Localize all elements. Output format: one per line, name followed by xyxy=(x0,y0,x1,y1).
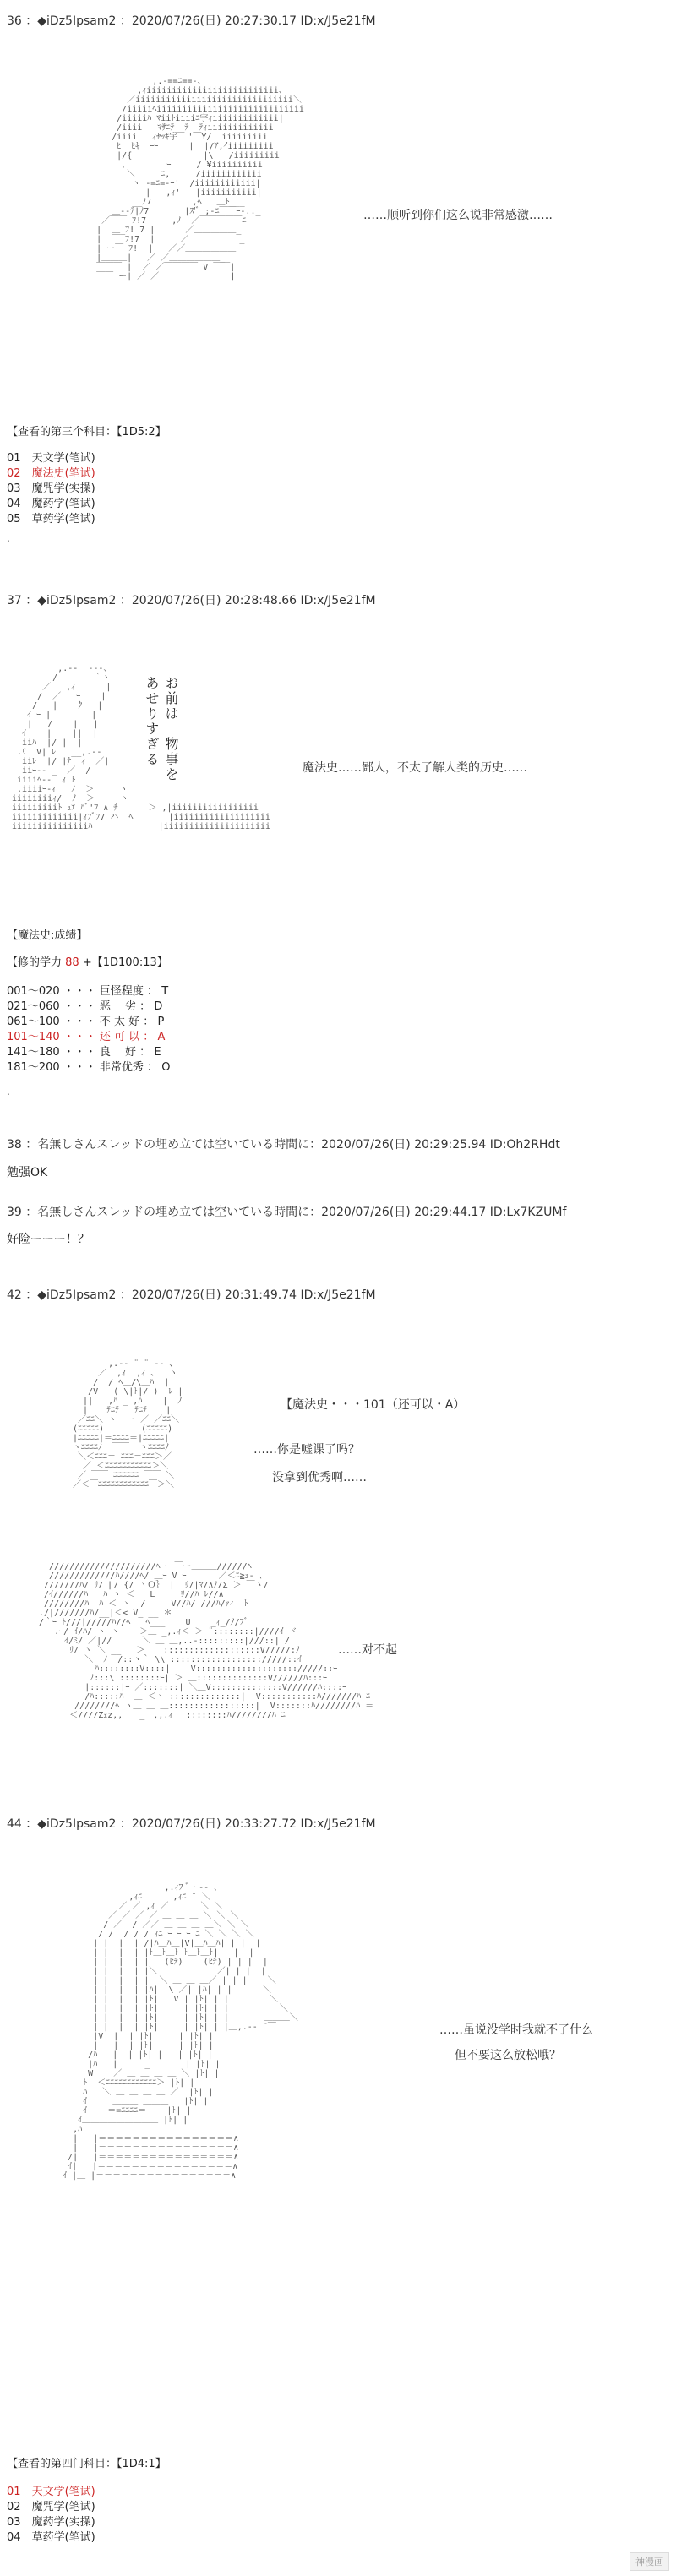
ascii-art-figure-1: ,.-==ﾆ==-、 ,ｨiiiiiiiiiiiiiiiiiiiiiiiiii、 ／iiiiiiiiiiiiiiiiiiiiiiiiiiiiiii＼ /iiiiiﾍiiiiiiiiiiiiiiiiiiiiiiiiiiiii /iiiiiﾊ ﾏiiﾄiiiiﾆ宇ｨiiiiiiiiiiiii| /iiii ﾏｻﾆﾃ__ﾃ ﾃｨiiiiiiiiiiiii /iiii ｨｾｯｷ宇 '￣Y/ iiiiiiiii ﾋ ﾋｷ ｰｰ | |/ｱ,ｲiiiiiiiii |/{ |\ /iiiiiiiii ､ ｰ / ¥iiiiiiiiii ＼ ﾆ, /iiiiiiiiiiii ヽ -=ﾆ=-ｰ' /iiiiiiiiiiii| ￣| ,ｨ' |iiiiiiiiiii| __ﾉ7 ,ﾍ ＿ﾄ___ ＿-‐ﾃ|ﾉ7 |ｽ'ﾞ ;-ﾆ￣￣ｰ-.._ ／￣￣ ﾌ!7 ,ﾉ ／￣￣￣￣￣ﾆ | ＿_ﾌ! 7 | ／＿＿＿＿＿_ | ￣ ﾌ!7 | ／＿＿＿＿＿＿_ | ー￣ ﾌ! | ／／＿＿＿＿＿＿_ |＿＿＿| ／ ／＿＿＿＿＿＿_ ￣￣￣ | ／ ／￣￣￣￣ V ￣￣| ￣￣ ー| ／ ／ | xyxy=(96,77,304,281)
third-subject-title: 【查看的第三个科目：【1D5:2】 xyxy=(7,426,166,438)
speech-text: ……虽说没学时我就不了什么 xyxy=(439,2023,593,2037)
ascii-art-figure-2: ,.-‐ --‐､ / ｀ヽ ／ ,ｨ | / ／ ｰ | / | ｸ | ｲ ｰ | | | / | | ｲ | _ || | iiﾊ |/ | | .ﾘ V| ﾚ __,.-‐ iiﾚ |/ |ﾅ ｨ ／| iiｰ-‐ _ ／ / iiiiﾍ-‐ ｨ ﾄ .iiiiｰ-ｨ ﾉ ＞ ヽ iiiiiiiiｨ/ ﾉ ＞ ヽ iiiiiiiiiﾄ ｭｴ ﾊﾞ'ﾌ ∧ ﾁ ＞ ,|iiiiiiiiiiiiiiiii iiiiiiiiiiiii|ｨﾌﾞﾌ7 ハ ﾍ |iiiiiiiiiiiiiiiiiii iiiiiiiiiiiiiiiﾊ |iiiiiiiiiiiiiiiiiiiii xyxy=(12,664,271,831)
speech-text: ……你是嘘课了吗？ xyxy=(254,1443,360,1457)
grade-row: 001～020 ・・・ 巨怪程度 ： T xyxy=(7,985,169,998)
post-body-38: 勉强OK xyxy=(7,1166,48,1179)
list-item: 02 魔咒学(笔试) xyxy=(7,2501,95,2513)
list-item: 01 天文学(笔试) xyxy=(7,452,95,465)
speech-text: ……顺听到你们这么说非常感激…… xyxy=(363,209,553,222)
list-item: 05 草药学(笔试) xyxy=(7,513,95,526)
grade-row: 061～100 ・・・ 不 太 好 ： P xyxy=(7,1016,165,1028)
list-item: 03 魔药学(实操) xyxy=(7,2516,95,2529)
grade-row: 101～140 ・・・ 还 可 以 ： A xyxy=(7,1031,166,1043)
vertical-dialogue: お前は 物事を あせりすぎる xyxy=(144,676,179,782)
list-item: 04 魔药学(笔试) xyxy=(7,498,95,510)
post-header-42: 42 ：◆iDz5Ipsam2 ：2020/07/26(日) 20:31:49.74 ID:x/J5e21fM xyxy=(7,1288,376,1302)
speech-text: 魔法史……鄙人，不太了解人类的历史…… xyxy=(303,761,527,775)
ascii-art-figure-3: ,.-‐ ¨ ¨ ‐- 、 ／ ,ｨ ,ｨ 、 ヽ / / ﾍ＿/\＿ﾊ | /V ( \|ﾄ|/ ) ﾚ | || ,ﾊ _ ,ﾊ | ﾉ |＿ ﾃﾆﾃ ﾃﾆﾃ ＿| ／ﾆﾆ＼ ヽ ー ／ ／ﾆﾆ＼ (ﾆﾆﾆﾆﾆ) ￣￣ (ﾆﾆﾆﾆﾆ) |ﾆﾆﾆﾆﾆ|＝ﾆﾆﾆﾆ＝|ﾆﾆﾆﾆﾆ| ヽﾆﾆﾆﾆﾉ ￣￣ ヽﾆﾆﾆﾆﾉ ＼＜ﾆﾆﾆ＝ ﾆﾆﾆ＝ﾆﾆﾆ＞／ ／ ＜ﾆﾆﾆﾆﾆﾆﾆﾆﾆﾆﾆ＞＼ ／ ￣￣ ﾆﾆﾆﾆﾆﾆ ￣￣ ＼ ／＜￣ﾆﾆﾆﾆﾆﾆﾆﾆﾆﾆﾆﾆ￣＞＼ xyxy=(73,1359,183,1490)
grade-row: 021～060 ・・・ 恶 劣 ： D xyxy=(7,1000,163,1013)
list-item: 04 草药学(笔试) xyxy=(7,2531,95,2544)
post-header-39: 39 ：名無しさんスレッドの埋め立ては空いている時間に：2020/07/26(日) 20:29:44.17 ID:Lx7KZUMf xyxy=(7,1206,567,1219)
list-item: 01 天文学(笔试) xyxy=(7,2486,95,2498)
list-item: 02 魔法史(笔试) xyxy=(7,467,95,480)
fourth-subject-title: 【查看的第四门科目：【1D4:1】 xyxy=(7,2458,166,2470)
ascii-art-figure-5: ,.ｨﾌ ﾞ ｰ‐- ､ ,ｨﾆ ,ｨﾆ ¨ ＼ ／ ／ ,ｨ ／ ＿ ＿ ＼ ＼ ／ ／ ／ ／ ＿ ＿ ＿ ＼ ＼ ＼ / ／ / ／／ ＿ ＿ ＿ ＿＼ ＼ ＼ / / / / / ｨﾆ ｰ ｰ ｰ ﾆ ＼ ＼ ＼ ＼ | | | | /|ﾊ＿ﾊ＿|V|＿ﾊ＿ﾊ| | | | | | | | |ﾄ＿ﾄ＿ﾄ ﾄ＿ﾄ＿ﾄ| | | | | | | | | (ﾋﾃ) (ﾋﾃ) | | | | | | | | |＼ ＿ ／| | | | | | | | | ＼ ＿ ＿ ＿／ | | | ＼ | | | | |ﾊ| |\ ／| |ﾊ| | | ＼ | | | | |ﾄ| | V | |ﾄ| | | ＼ | | | | |ﾄ| | | |ﾄ| | | ＼ | | | | |ﾄ| | | |ﾄ| | | ＿＿＿＼ | | | | |ﾄ| | | |ﾄ| | |＿,.-‐ ¨￣ |V | | |ﾄ| | | |ﾄ| | | | | |ﾄ| | | |ﾄ| | /ﾊ | | |ﾄ| | | |ﾄ| | |ﾊ | ＿＿_ ＿ ＿＿| |ﾄ| | W ／ ＿ ＿ ＿ ＿ ＼ |ﾄ| | ﾄ ＜ﾆﾆﾆﾆﾆﾆﾆﾆﾆﾆﾆﾆ＞ |ﾄ| | ﾊ ＼ ＿ ＿ ＿ ＿ ／ |ﾄ| | ｲ ＿＿＿ ＿＿＿ |ﾄ| | ｲ ＝=ﾆﾆﾆﾆ＝ |ﾄ| | ｲ＿＿＿＿＿＿＿＿＿ |ﾄ| | ,ﾊ ＿ ＿ ＿ ＿ ＿ ＿ ＿ ＿ ＿ ＿ | |＝＝＝＝＝＝＝＝＝＝＝＝＝＝＝＝∧ | |＝＝＝＝＝＝＝＝＝＝＝＝＝＝＝＝∧ /| |＝＝＝＝＝＝＝＝＝＝＝＝＝＝＝＝∧ ｲ| |＝＝＝＝＝＝＝＝＝＝＝＝＝＝＝＝∧ ｲ |＿ |＝＝＝＝＝＝＝＝＝＝＝＝＝＝＝＝∧ xyxy=(63,1883,298,2181)
grade-roll: 【修的学力 88 +【1D100:13】 xyxy=(7,956,168,969)
grade-row: 181～200 ・・・ 非常优秀 ： O xyxy=(7,1061,171,1074)
post-header-38: 38 ：名無しさんスレッドの埋め立ては空いている時間に：2020/07/26(日) 20:29:25.94 ID:Oh2RHdt xyxy=(7,1138,560,1152)
speech-text: ……对不起 xyxy=(338,1643,397,1657)
speech-text: 但不要这么放松哦？ xyxy=(455,2049,561,2062)
list-item: 03 魔咒学(实操) xyxy=(7,482,95,495)
separator-dot: . xyxy=(7,532,10,544)
grade-title: 【魔法史:成绩】 xyxy=(7,929,88,942)
result-tag: 【魔法史・・・101（还可以・A） xyxy=(281,1398,466,1412)
ascii-art-figure-4: /////////////////////ﾍ ｰ ￣ー＿＿＿//////ﾍ /////////////ﾊ////ﾍ/ ＿ｰ V ｰ ￣ ￣ ／＜ﾆ≧ｭ- ､ ///////ﾊ/ ﾘ/ ‖/ {/ ヽＯ｝ | ﾘ/|ﾏ/∧ﾉ/Σ ＞ ￣ヽ/ /ｲ//////ﾊ ﾊ ヽ ＜ L ﾘ//ﾊ ﾚ//∧ ////////ﾊ ﾊ ＜ ヽ / V//ﾊ/ ///ﾊ/ｧｨ ﾄ ./|///////ﾊ/__|＜< V_ __ ＊ /｀ｰ ﾄ///|/////ﾊ//ﾍ ﾍ___ U _ｨ_/ﾉ/ﾌﾞ .ｰ/ ｲ/ﾊ/ ヽ ヽ ＞＿ _,.ｨ＜ ＞ ¨::::::::|////ｲ ヾ ｲ/ﾐ/ ／|// ＼ ＿ ＿,..-:::::::::|///::| / ﾘ/ ヽ ＼ __ ＞ ＿:::::::::::::::::::V/////:ﾉ ＼ ﾉ /::ヽ｀ \\ :::::::::::::::::://///::ｲ ﾊ::::::::V::::| V:::::::::::::::::::://///::ｰ ﾉ:::\ ::::::::ｰ| ＞ ＿::::::::::::::V//////ﾊ:::ｰ |::::::|ｰ ／:::::::| ＼＿V::::::::::::::V//////ﾊ::::ｰ /ﾊ:::::ﾊ ＿ ＜ヽ ::::::::::::::| V:::::::::::ﾊ///////ﾊ ﾆ ////////ﾍ ヽ＿ ＿ ＿:::::::::::::::::| V:::::::ﾊ////////ﾊ ＝ ＜////Zｪz,,＿＿_＿,,.ｨ ＿::::::::ﾊ////////ﾊ ﾆ xyxy=(39,1562,374,1720)
post-body-39: 好险ーーー！？ xyxy=(7,1233,90,1246)
separator-dot: . xyxy=(7,1086,10,1097)
post-header-44: 44 ：◆iDz5Ipsam2 ：2020/07/26(日) 20:33:27.72 ID:x/J5e21fM xyxy=(7,1817,376,1831)
speech-text: 没拿到优秀啊…… xyxy=(272,1471,367,1484)
grade-row: 141～180 ・・・ 良 好 ： E xyxy=(7,1046,161,1059)
watermark: 神漫画 xyxy=(630,2552,669,2571)
post-header-36: 36 ：◆iDz5Ipsam2 ：2020/07/26(日) 20:27:30.17 ID:x/J5e21fM xyxy=(7,14,376,28)
post-header-37: 37 ：◆iDz5Ipsam2 ：2020/07/26(日) 20:28:48.66 ID:x/J5e21fM xyxy=(7,594,376,607)
